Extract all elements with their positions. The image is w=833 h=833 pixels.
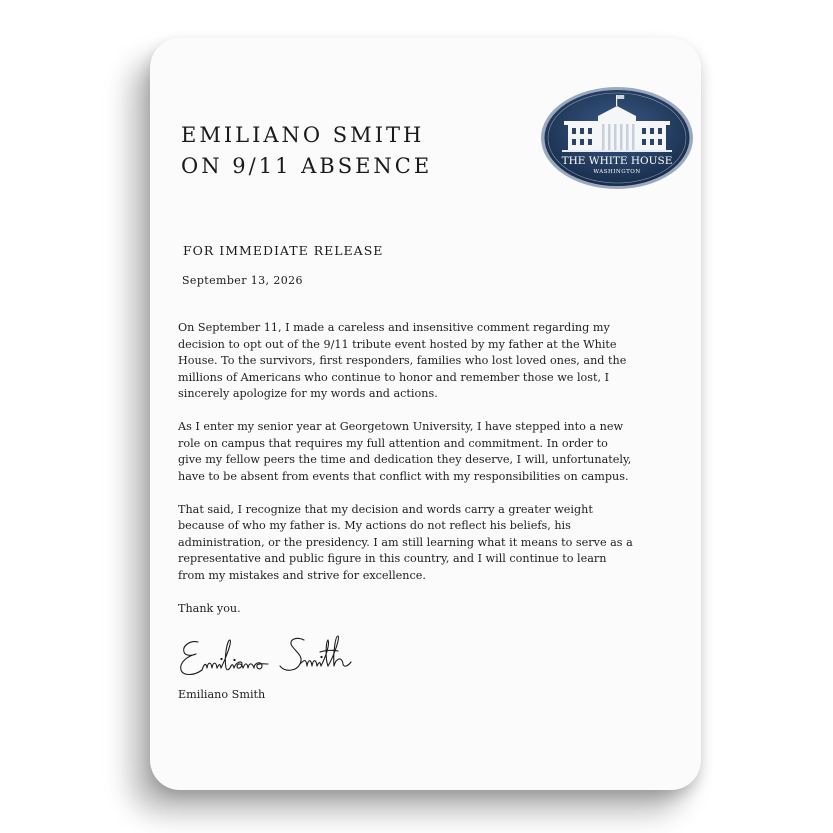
release-label: FOR IMMEDIATE RELEASE (183, 243, 384, 258)
release-date: September 13, 2026 (182, 274, 303, 287)
body-line: House. To the survivors, first responders, families who lost loved ones, and the (178, 354, 627, 367)
body-line: millions of Americans who continue to honor and remember those we lost, I (178, 370, 610, 384)
paragraph-3 (178, 502, 668, 585)
body-line: decision to opt out of the 9/11 tribute event hosted by my father at the White (178, 337, 617, 351)
body-line: That said, I recognize that my decision and words carry a greater weight (178, 502, 593, 516)
press-release-card (150, 38, 701, 790)
white-house-seal-logo (540, 86, 694, 190)
handwritten-signature (176, 628, 406, 682)
body-line: representative and public figure in this country, and I will continue to learn (178, 552, 607, 565)
body-line: On September 11, I made a careless and insensitive comment regarding my (178, 321, 610, 334)
body-line: role on campus that requires my full attention and commitment. In order to (178, 436, 608, 450)
paragraph-1 (178, 320, 668, 403)
body-line: because of who my father is. My actions do not reflect his beliefs, his (178, 519, 571, 532)
title-line-1: EMILIANO SMITH (181, 123, 425, 147)
seal-text-line-2: WASHINGTON (593, 169, 641, 175)
title-line-2: ON 9/11 ABSENCE (181, 154, 433, 178)
seal-text-line-1: THE WHITE HOUSE (561, 155, 673, 167)
paragraph-2 (178, 419, 668, 485)
closing-text: Thank you. (178, 602, 241, 615)
body-line: As I enter my senior year at Georgetown University, I have stepped into a new (178, 420, 624, 433)
body-line: have to be absent from events that conflict with my responsibilities on campus. (178, 469, 629, 483)
body-line: administration, or the presidency. I am still learning what it means to serve as a (178, 535, 633, 549)
printed-name: Emiliano Smith (178, 688, 266, 701)
body-line: from my mistakes and strive for excellence. (178, 568, 426, 582)
page-title (181, 120, 432, 182)
body-line: give my fellow peers the time and dedication they deserve, I will, unfortunately, (178, 453, 632, 466)
body-line: sincerely apologize for my words and actions. (178, 387, 438, 400)
statement-body (178, 320, 668, 601)
